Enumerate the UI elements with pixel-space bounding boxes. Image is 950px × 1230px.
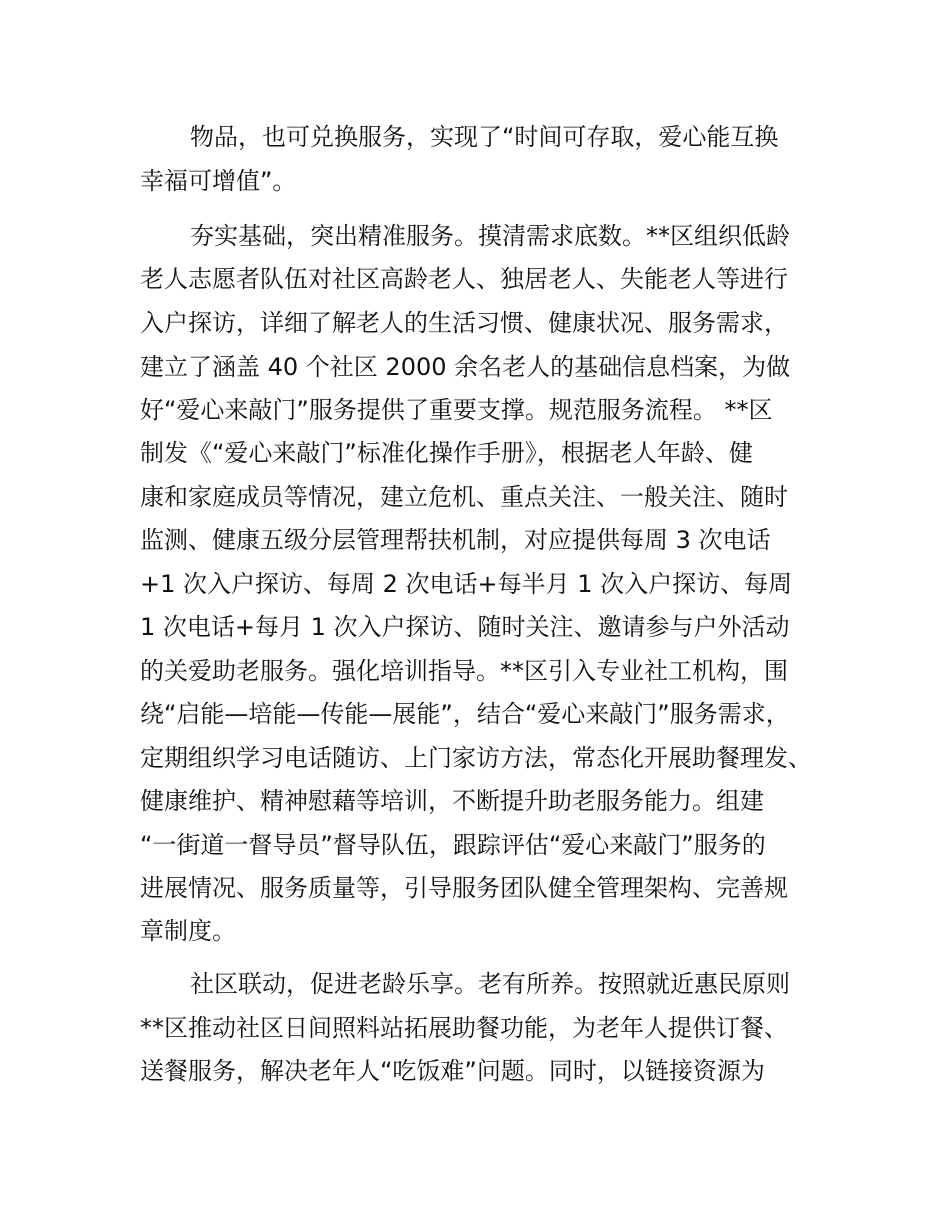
paragraph-2-line-8: 监测、健康五级分层管理帮扶机制，对应提供每周 3 次电话 <box>140 526 771 554</box>
paragraph-2-line-12: 绕“启能—培能—传能—展能”，结合“爱心来敲门”服务需求， <box>140 700 790 728</box>
paragraph-2-line-13: 定期组织学习电话随访、上门家访方法，常态化开展助餐理发、 <box>140 744 812 772</box>
paragraph-2-line-14: 健康维护、精神慰藉等培训，不断提升助老服务能力。组建 <box>140 787 764 815</box>
paragraph-3-line-3: 送餐服务，解决老年人“吃饭难”问题。同时，以链接资源为 <box>140 1057 765 1085</box>
paragraph-2-line-1: 夯实基础，突出精准服务。摸清需求底数。**区组织低龄 <box>190 222 790 250</box>
paragraph-2-line-7: 康和家庭成员等情况，建立危机、重点关注、一般关注、随时 <box>140 483 788 511</box>
paragraph-2-line-2: 老人志愿者队伍对社区高龄老人、独居老人、失能老人等进行 <box>140 265 788 293</box>
paragraph-2-line-4: 建立了涵盖 40 个社区 2000 余名老人的基础信息档案，为做 <box>140 353 791 381</box>
paragraph-2-line-15: “一街道一督导员”督导队伍，跟踪评估“爱心来敲门”服务的 <box>140 831 766 859</box>
paragraph-2-line-6: 制发《“爱心来敲门”标准化操作手册》，根据老人年龄、健 <box>140 439 753 467</box>
paragraph-3-line-1: 社区联动，促进老龄乐享。老有所养。按照就近惠民原则 <box>190 970 790 998</box>
paragraph-2-line-16: 进展情况、服务质量等，引导服务团队健全管理架构、完善规 <box>140 874 788 902</box>
paragraph-2-line-11: 的关爱助老服务。强化培训指导。**区引入专业社工机构，围 <box>140 657 788 685</box>
paragraph-2-line-17: 章制度。 <box>140 917 236 945</box>
document-body <box>140 0 840 1230</box>
paragraph-3-line-2: **区推动社区日间照料站拓展助餐功能，为老年人提供订餐、 <box>140 1014 788 1042</box>
paragraph-2-line-5: 好“爱心来敲门”服务提供了重要支撑。规范服务流程。 **区 <box>140 396 773 424</box>
paragraph-1-line-1: 物品，也可兑换服务，实现了“时间可存取，爱心能互换 <box>190 123 779 151</box>
paragraph-2-line-3: 入户探访，详细了解老人的生活习惯、健康状况、服务需求， <box>140 309 788 337</box>
paragraph-2-line-10: 1 次电话+每月 1 次入户探访、随时关注、邀请参与户外活动 <box>140 613 790 641</box>
paragraph-1-line-2: 幸福可增值”。 <box>140 167 297 195</box>
paragraph-2-line-9: +1 次入户探访、每周 2 次电话+每半月 1 次入户探访、每周 <box>140 570 793 598</box>
